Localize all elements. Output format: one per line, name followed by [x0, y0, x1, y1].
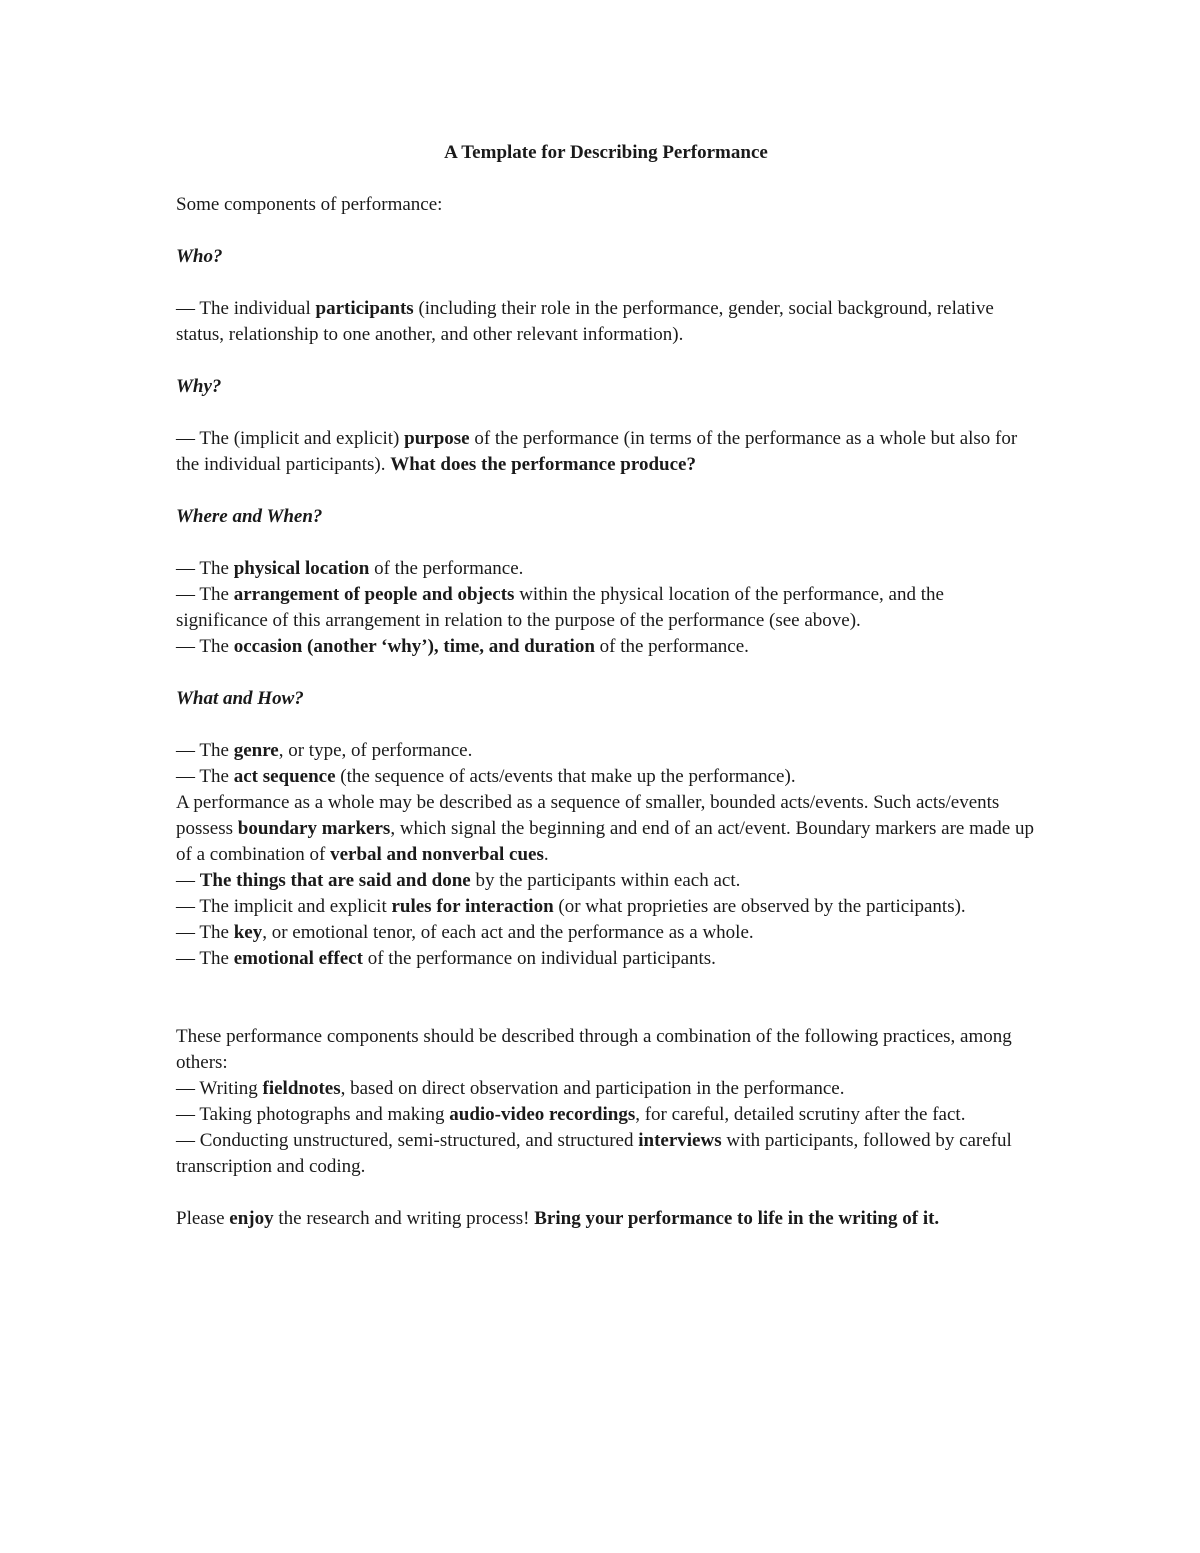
what-item-genre: — The genre, or type, of performance.: [176, 740, 473, 761]
practice-fieldnotes: — Writing fieldnotes, based on direct observation and participation in the performance.: [176, 1078, 845, 1099]
what-item-emotional-effect: — The emotional effect of the performance on individual participants.: [176, 948, 716, 969]
practices-section: [176, 1024, 1036, 1180]
what-how-list: [176, 738, 1036, 972]
intro-text: Some components of performance:: [176, 194, 443, 215]
what-item-act-sequence: — The act sequence (the sequence of acts/events that make up the performance).: [176, 766, 796, 787]
where-when-list: [176, 556, 1036, 660]
why-heading: Why?: [176, 376, 222, 397]
practices-intro: These performance components should be described through a combination of the following practices, among others:: [176, 1026, 1012, 1073]
practice-interviews: — Conducting unstructured, semi-structured, and structured interviews with participants, followed by careful transcription and coding.: [176, 1130, 1012, 1177]
what-item-boundary-markers: A performance as a whole may be described as a sequence of smaller, bounded acts/events. Such acts/events possess boundary markers, which signal the beginning and end of an act/event. Boundary markers are made up of a combination of verbal and nonverbal cues.: [176, 792, 1034, 865]
who-item: — The individual participants (including their role in the performance, gender, social background, relative status, relationship to one another, and other relevant information).: [176, 298, 994, 345]
where-when-heading: Where and When?: [176, 506, 323, 527]
document-page: [176, 140, 1036, 1258]
why-item: — The (implicit and explicit) purpose of the performance (in terms of the performance as a whole but also for the individual participants). What does the performance produce?: [176, 428, 1018, 475]
document-title: A Template for Describing Performance: [444, 142, 768, 163]
closing-text: Please enjoy the research and writing process! Bring your performance to life in the writing of it.: [176, 1208, 940, 1229]
what-item-things-said: — The things that are said and done by the participants within each act.: [176, 870, 741, 891]
what-item-key: — The key, or emotional tenor, of each act and the performance as a whole.: [176, 922, 754, 943]
where-item-location: — The physical location of the performance.: [176, 558, 524, 579]
who-heading: Who?: [176, 246, 223, 267]
what-how-heading: What and How?: [176, 688, 304, 709]
what-item-rules: — The implicit and explicit rules for interaction (or what proprieties are observed by the participants).: [176, 896, 966, 917]
where-item-arrangement: — The arrangement of people and objects within the physical location of the performance, and the significance of this arrangement in relation to the purpose of the performance (see above).: [176, 584, 944, 631]
practice-recordings: — Taking photographs and making audio-video recordings, for careful, detailed scrutiny after the fact.: [176, 1104, 966, 1125]
where-item-occasion: — The occasion (another ‘why’), time, and duration of the performance.: [176, 636, 749, 657]
